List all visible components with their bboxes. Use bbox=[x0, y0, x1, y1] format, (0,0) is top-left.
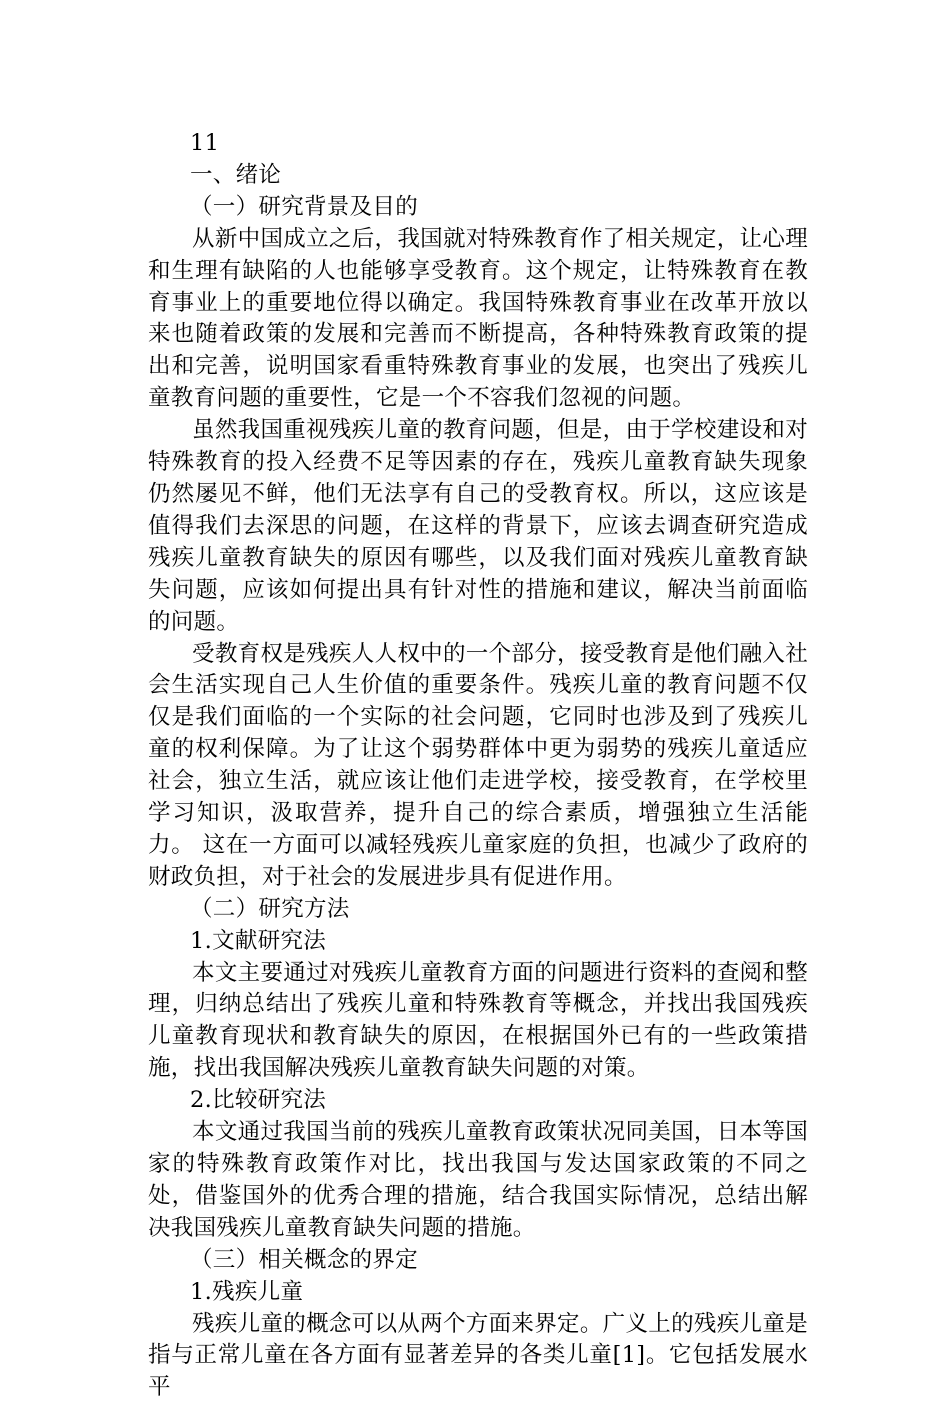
section-heading-concepts: （三）相关概念的界定 bbox=[190, 1246, 419, 1273]
document-body bbox=[148, 128, 808, 1404]
paragraph-disabled-children-definition: 残疾儿童的概念可以从两个方面来界定。广义上的残疾儿童是指与正常儿童在各方面有显著差异的各类儿童[1]。它包括发展水平 bbox=[148, 1310, 808, 1401]
method-heading-literature: 1.文献研究法 bbox=[190, 927, 327, 954]
paragraph-comparative-method: 本文通过我国当前的残疾儿童教育政策状况同美国，日本等国家的特殊教育政策作对比，找出我国与发达国家政策的不同之处，借鉴国外的优秀合理的措施，结合我国实际情况，总结出解决我国残疾儿童教育缺失问题的措施。 bbox=[148, 1119, 808, 1241]
paragraph-background-1: 从新中国成立之后，我国就对特殊教育作了相关规定，让心理和生理有缺陷的人也能够享受教育。这个规定，让特殊教育在教育事业上的重要地位得以确定。我国特殊教育事业在改革开放以来也随着政策的发展和完善而不断提高，各种特殊教育政策的提出和完善，说明国家看重特殊教育事业的发展，也突出了残疾儿童教育问题的重要性，它是一个不容我们忽视的问题。 bbox=[148, 225, 808, 412]
paragraph-literature-method: 本文主要通过对残疾儿童教育方面的问题进行资料的查阅和整理，归纳总结出了残疾儿童和特殊教育等概念，并找出我国残疾儿童教育现状和教育缺失的原因，在根据国外已有的一些政策措施，找出我国解决残疾儿童教育缺失问题的对策。 bbox=[148, 959, 808, 1082]
chapter-heading: 一、绪论 bbox=[190, 161, 282, 188]
page-number: 11 bbox=[190, 130, 220, 156]
concept-heading-disabled-children: 1.残疾儿童 bbox=[190, 1278, 304, 1305]
section-heading-methods: （二）研究方法 bbox=[190, 895, 350, 922]
method-heading-comparative: 2.比较研究法 bbox=[190, 1087, 327, 1114]
section-heading-background: （一）研究背景及目的 bbox=[190, 193, 419, 220]
paragraph-background-3: 受教育权是残疾人人权中的一个部分，接受教育是他们融入社会生活实现自己人生价值的重要条件。残疾儿童的教育问题不仅仅是我们面临的一个实际的社会问题，它同时也涉及到了残疾儿童的权利保障。为了让这个弱势群体中更为弱势的残疾儿童适应社会，独立生活，就应该让他们走进学校，接受教育，在学校里学习知识，汲取营养，提升自己的综合素质，增强独立生活能力。 这在一方面可以减轻残疾儿童家庭的负担，也减少了政府的财政负担，对于社会的发展进步具有促进作用。 bbox=[148, 640, 808, 890]
paragraph-background-2: 虽然我国重视残疾儿童的教育问题，但是，由于学校建设和对特殊教育的投入经费不足等因素的存在，残疾儿童教育缺失现象仍然屡见不鲜，他们无法享有自己的受教育权。所以，这应该是值得我们去深思的问题，在这样的背景下，应该去调查研究造成残疾儿童教育缺失的原因有哪些，以及我们面对残疾儿童教育缺失问题，应该如何提出具有针对性的措施和建议，解决当前面临的问题。 bbox=[148, 417, 808, 635]
